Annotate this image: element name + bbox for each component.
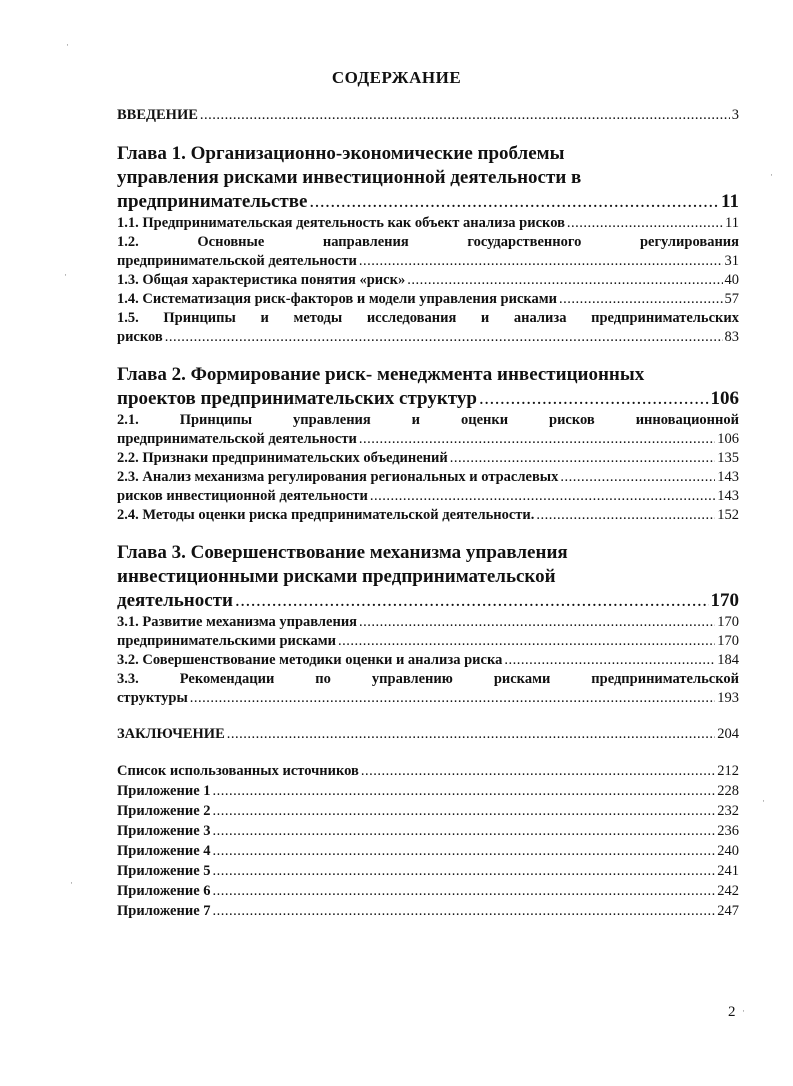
page-title: СОДЕРЖАНИЕ bbox=[331, 68, 462, 87]
toc-entry-1-4[interactable] bbox=[117, 290, 739, 309]
dot-leader bbox=[190, 689, 715, 708]
toc-label: проектов предпринимательских структур bbox=[117, 388, 477, 409]
toc-entry-appendix[interactable] bbox=[117, 902, 739, 921]
toc-entry-2-3-cont[interactable] bbox=[117, 487, 739, 506]
toc-entry-appendix[interactable] bbox=[117, 842, 739, 861]
toc-page: 106 bbox=[717, 431, 739, 447]
toc-entry-conclusion[interactable] bbox=[117, 725, 739, 744]
toc-page: 236 bbox=[717, 823, 739, 839]
toc-entry-2-3[interactable] bbox=[117, 468, 739, 487]
toc-label: Приложение 1 bbox=[117, 783, 211, 799]
dot-leader bbox=[536, 506, 715, 525]
toc-page: 57 bbox=[724, 291, 739, 307]
toc-label: ЗАКЛЮЧЕНИЕ bbox=[117, 726, 225, 742]
toc-page: 170 bbox=[717, 614, 739, 630]
toc-entry-appendix[interactable] bbox=[117, 882, 739, 901]
toc-page: 228 bbox=[717, 783, 739, 799]
toc-entry-3-1-cont[interactable] bbox=[117, 632, 739, 651]
toc-entry-1-1[interactable] bbox=[117, 214, 739, 233]
toc-page: 193 bbox=[717, 690, 739, 706]
toc-label: предпринимательстве bbox=[117, 191, 308, 212]
toc-entry-chapter-3[interactable] bbox=[117, 589, 739, 613]
toc-page: 240 bbox=[717, 843, 739, 859]
dot-leader bbox=[227, 725, 715, 744]
page-number: 2 bbox=[728, 1004, 736, 1020]
toc-page: 241 bbox=[717, 863, 739, 879]
toc-label: 2.3. Анализ механизма регулирования региональных и отраслевых bbox=[117, 469, 559, 485]
chapter-1-heading-line: Глава 1. Организационно-экономические проблемы bbox=[117, 143, 565, 164]
scan-speck: · bbox=[64, 270, 67, 280]
toc-page: 11 bbox=[721, 191, 739, 212]
toc-label: Приложение 5 bbox=[117, 863, 211, 879]
toc-entry-appendix[interactable] bbox=[117, 782, 739, 801]
chapter-1-heading-line: управления рисками инвестиционной деятельности в bbox=[117, 167, 582, 188]
toc-label: 1.1. Предпринимательская деятельность как объект анализа рисков bbox=[117, 215, 565, 231]
scan-speck: · bbox=[742, 1006, 745, 1016]
chapter-2-heading-line: Глава 2. Формирование риск- менеджмента инвестиционных bbox=[117, 364, 645, 385]
scan-speck: · bbox=[66, 40, 69, 50]
dot-leader bbox=[450, 449, 716, 468]
toc-entry-appendix[interactable] bbox=[117, 802, 739, 821]
chapter-1 bbox=[117, 142, 739, 347]
toc-label: 2.2. Признаки предпринимательских объединений bbox=[117, 450, 448, 466]
toc-page: 232 bbox=[717, 803, 739, 819]
toc-entry-chapter-1[interactable] bbox=[117, 190, 739, 214]
chapter-2 bbox=[117, 363, 739, 525]
dot-leader bbox=[559, 290, 722, 309]
toc-page: 11 bbox=[725, 215, 739, 231]
dot-leader bbox=[213, 882, 716, 901]
dot-leader bbox=[165, 328, 723, 347]
toc-label: рисков инвестиционной деятельности bbox=[117, 488, 368, 504]
toc-entry-2-1[interactable] bbox=[117, 430, 739, 449]
toc-page: 170 bbox=[710, 590, 739, 611]
toc-page: 106 bbox=[710, 388, 739, 409]
toc-entry-2-4[interactable] bbox=[117, 506, 739, 525]
dot-leader bbox=[235, 589, 709, 613]
toc-label: Приложение 7 bbox=[117, 903, 211, 919]
dot-leader bbox=[213, 862, 716, 881]
dot-leader bbox=[560, 468, 715, 487]
toc-label: Приложение 3 bbox=[117, 823, 211, 839]
dot-leader bbox=[359, 252, 723, 271]
toc-entry-1-2-line: 1.2. Основные направления государственного регулирования bbox=[117, 234, 739, 250]
toc-page: 242 bbox=[717, 883, 739, 899]
dot-leader bbox=[407, 271, 722, 290]
toc-label: предпринимательскими рисками bbox=[117, 633, 336, 649]
dot-leader bbox=[479, 387, 709, 411]
toc-page: 40 bbox=[724, 272, 739, 288]
dot-leader bbox=[213, 782, 716, 801]
toc-entry-chapter-2[interactable] bbox=[117, 387, 739, 411]
toc-page: 83 bbox=[724, 329, 739, 345]
chapter-3-heading-line: Глава 3. Совершенствование механизма управления bbox=[117, 542, 568, 563]
toc-entry-3-3-line: 3.3. Рекомендации по управлению рисками предпринимательской bbox=[117, 671, 739, 687]
toc-label: предпринимательской деятельности bbox=[117, 431, 357, 447]
dot-leader bbox=[370, 487, 715, 506]
toc-label: предпринимательской деятельности bbox=[117, 253, 357, 269]
toc-page: 143 bbox=[717, 469, 739, 485]
toc-page: 170 bbox=[717, 633, 739, 649]
toc-page: 31 bbox=[724, 253, 739, 269]
toc-entry-1-5[interactable] bbox=[117, 328, 739, 347]
toc-label: Приложение 6 bbox=[117, 883, 211, 899]
toc-label: Приложение 2 bbox=[117, 803, 211, 819]
toc-label: Список использованных источников bbox=[117, 763, 359, 779]
toc-label: 2.4. Методы оценки риска предпринимательской деятельности. bbox=[117, 507, 535, 523]
dot-leader bbox=[338, 632, 715, 651]
scan-speck: · bbox=[770, 170, 773, 180]
toc-label: Приложение 4 bbox=[117, 843, 211, 859]
dot-leader bbox=[213, 902, 716, 921]
toc-entry-3-2[interactable] bbox=[117, 651, 739, 670]
toc-label: 3.1. Развитие механизма управления bbox=[117, 614, 358, 630]
toc-entry-sources[interactable] bbox=[117, 762, 739, 781]
toc-label: ВВЕДЕНИЕ bbox=[117, 107, 198, 123]
toc-page: 135 bbox=[717, 450, 739, 466]
dot-leader bbox=[504, 651, 715, 670]
toc-page: 212 bbox=[717, 763, 739, 779]
toc-entry-appendix[interactable] bbox=[117, 822, 739, 841]
toc-entry-introduction[interactable] bbox=[117, 106, 739, 125]
toc-page: 152 bbox=[717, 507, 739, 523]
toc-label: рисков bbox=[117, 329, 163, 345]
toc-entry-3-3[interactable] bbox=[117, 689, 739, 708]
toc-page: 3 bbox=[731, 107, 739, 123]
toc-label: структуры bbox=[117, 690, 188, 706]
toc-label: 1.3. Общая характеристика понятия «риск» bbox=[117, 272, 406, 288]
toc-page: 204 bbox=[717, 726, 739, 742]
table-of-contents bbox=[117, 106, 739, 921]
chapter-3-heading-line: инвестиционными рисками предпринимательской bbox=[117, 566, 556, 587]
scan-speck: · bbox=[762, 796, 765, 806]
toc-entry-1-3[interactable] bbox=[117, 271, 739, 290]
dot-leader bbox=[359, 430, 715, 449]
dot-leader bbox=[567, 214, 723, 233]
dot-leader bbox=[309, 190, 719, 214]
dot-leader bbox=[359, 613, 715, 632]
toc-entry-2-2[interactable] bbox=[117, 449, 739, 468]
toc-entry-appendix[interactable] bbox=[117, 862, 739, 881]
dot-leader bbox=[213, 842, 716, 861]
toc-entry-3-1[interactable] bbox=[117, 613, 739, 632]
toc-page: 247 bbox=[717, 903, 739, 919]
dot-leader bbox=[200, 106, 730, 125]
dot-leader bbox=[213, 802, 716, 821]
toc-label: деятельности bbox=[117, 590, 233, 611]
dot-leader bbox=[361, 762, 715, 781]
scan-speck: · bbox=[70, 878, 73, 888]
toc-label: 3.2. Совершенствование методики оценки и анализа риска bbox=[117, 652, 503, 668]
toc-page: 143 bbox=[717, 488, 739, 504]
toc-entry-1-2[interactable] bbox=[117, 252, 739, 271]
toc-page: 184 bbox=[717, 652, 739, 668]
dot-leader bbox=[213, 822, 716, 841]
toc-label: 1.4. Систематизация риск-факторов и модели управления рисками bbox=[117, 291, 558, 307]
toc-entry-2-1-line: 2.1. Принципы управления и оценки рисков инновационной bbox=[117, 412, 739, 428]
toc-entry-1-5-line: 1.5. Принципы и методы исследования и анализа предпринимательских bbox=[117, 310, 739, 326]
chapter-3 bbox=[117, 541, 739, 708]
